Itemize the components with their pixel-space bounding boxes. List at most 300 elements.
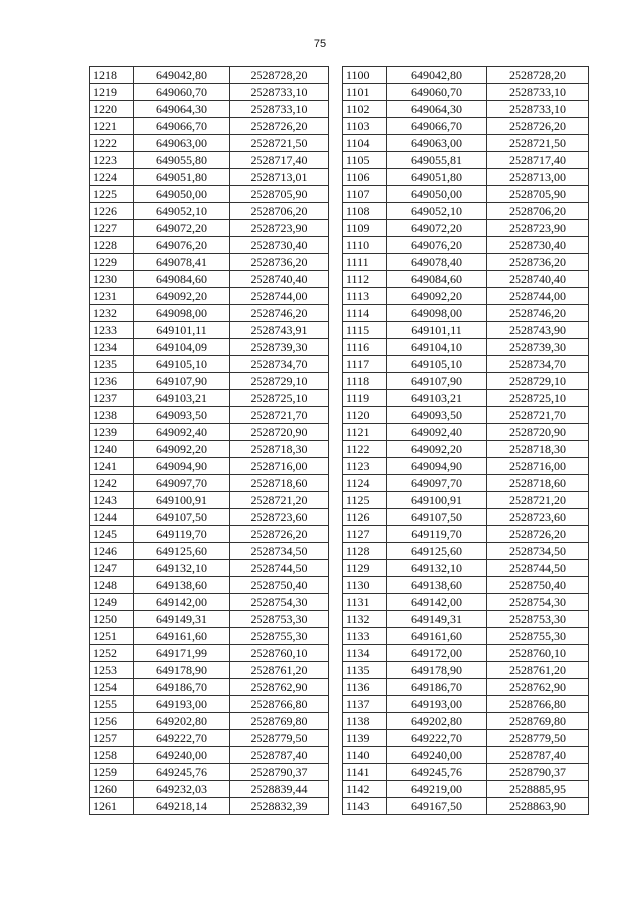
x-coordinate-cell: 649055,80	[134, 152, 230, 169]
x-coordinate-cell: 649072,20	[134, 220, 230, 237]
point-number-cell: 1137	[343, 696, 387, 713]
table-row	[343, 101, 589, 118]
y-coordinate-cell: 2528718,30	[487, 441, 589, 458]
y-coordinate-cell: 2528760,10	[230, 645, 329, 662]
point-number-cell: 1222	[90, 135, 134, 152]
table-row	[90, 305, 329, 322]
x-coordinate-cell: 649202,80	[134, 713, 230, 730]
point-number-cell: 1259	[90, 764, 134, 781]
point-number-cell: 1257	[90, 730, 134, 747]
x-coordinate-cell: 649051,80	[387, 169, 487, 186]
x-coordinate-cell: 649097,70	[134, 475, 230, 492]
table-row	[90, 390, 329, 407]
table-row	[90, 798, 329, 815]
x-coordinate-cell: 649092,40	[387, 424, 487, 441]
point-number-cell: 1116	[343, 339, 387, 356]
x-coordinate-cell: 649063,00	[387, 135, 487, 152]
point-number-cell: 1232	[90, 305, 134, 322]
point-number-cell: 1245	[90, 526, 134, 543]
point-number-cell: 1228	[90, 237, 134, 254]
y-coordinate-cell: 2528734,70	[487, 356, 589, 373]
y-coordinate-cell: 2528721,20	[230, 492, 329, 509]
table-row	[343, 798, 589, 815]
table-row	[343, 390, 589, 407]
table-row	[343, 169, 589, 186]
point-number-cell: 1224	[90, 169, 134, 186]
y-coordinate-cell: 2528740,40	[487, 271, 589, 288]
y-coordinate-cell: 2528718,30	[230, 441, 329, 458]
x-coordinate-cell: 649094,90	[134, 458, 230, 475]
point-number-cell: 1226	[90, 203, 134, 220]
x-coordinate-cell: 649092,20	[387, 288, 487, 305]
table-row	[90, 407, 329, 424]
y-coordinate-cell: 2528761,20	[230, 662, 329, 679]
x-coordinate-cell: 649093,50	[387, 407, 487, 424]
x-coordinate-cell: 649103,21	[387, 390, 487, 407]
x-coordinate-cell: 649060,70	[387, 84, 487, 101]
table-row	[90, 492, 329, 509]
table-row	[90, 254, 329, 271]
y-coordinate-cell: 2528725,10	[487, 390, 589, 407]
table-row	[343, 118, 589, 135]
y-coordinate-cell: 2528750,40	[230, 577, 329, 594]
y-coordinate-cell: 2528726,20	[487, 118, 589, 135]
point-number-cell: 1229	[90, 254, 134, 271]
table-row	[90, 237, 329, 254]
table-row	[343, 611, 589, 628]
x-coordinate-cell: 649240,00	[134, 747, 230, 764]
x-coordinate-cell: 649078,40	[387, 254, 487, 271]
table-row	[343, 577, 589, 594]
x-coordinate-cell: 649178,90	[134, 662, 230, 679]
table-row	[343, 67, 589, 84]
y-coordinate-cell: 2528743,91	[230, 322, 329, 339]
y-coordinate-cell: 2528721,50	[230, 135, 329, 152]
x-coordinate-cell: 649094,90	[387, 458, 487, 475]
table-row	[343, 475, 589, 492]
table-row	[90, 577, 329, 594]
table-row	[90, 764, 329, 781]
x-coordinate-cell: 649098,00	[387, 305, 487, 322]
x-coordinate-cell: 649119,70	[134, 526, 230, 543]
y-coordinate-cell: 2528762,90	[487, 679, 589, 696]
y-coordinate-cell: 2528761,20	[487, 662, 589, 679]
point-number-cell: 1235	[90, 356, 134, 373]
table-row	[343, 135, 589, 152]
x-coordinate-cell: 649104,09	[134, 339, 230, 356]
y-coordinate-cell: 2528787,40	[487, 747, 589, 764]
y-coordinate-cell: 2528726,20	[230, 526, 329, 543]
table-row	[343, 407, 589, 424]
point-number-cell: 1250	[90, 611, 134, 628]
point-number-cell: 1104	[343, 135, 387, 152]
y-coordinate-cell: 2528779,50	[487, 730, 589, 747]
x-coordinate-cell: 649064,30	[387, 101, 487, 118]
y-coordinate-cell: 2528746,20	[230, 305, 329, 322]
point-number-cell: 1127	[343, 526, 387, 543]
x-coordinate-cell: 649064,30	[134, 101, 230, 118]
y-coordinate-cell: 2528744,00	[230, 288, 329, 305]
x-coordinate-cell: 649066,70	[387, 118, 487, 135]
x-coordinate-cell: 649052,10	[134, 203, 230, 220]
point-number-cell: 1241	[90, 458, 134, 475]
point-number-cell: 1261	[90, 798, 134, 815]
table-row	[343, 271, 589, 288]
table-row	[343, 679, 589, 696]
table-row	[90, 84, 329, 101]
point-number-cell: 1126	[343, 509, 387, 526]
coordinates-table-right	[342, 66, 589, 815]
coordinates-table-left	[89, 66, 329, 815]
table-row	[90, 339, 329, 356]
y-coordinate-cell: 2528734,50	[230, 543, 329, 560]
y-coordinate-cell: 2528769,80	[230, 713, 329, 730]
x-coordinate-cell: 649245,76	[134, 764, 230, 781]
x-coordinate-cell: 649161,60	[387, 628, 487, 645]
table-row	[90, 645, 329, 662]
x-coordinate-cell: 649219,00	[387, 781, 487, 798]
y-coordinate-cell: 2528717,40	[487, 152, 589, 169]
point-number-cell: 1106	[343, 169, 387, 186]
point-number-cell: 1105	[343, 152, 387, 169]
point-number-cell: 1122	[343, 441, 387, 458]
y-coordinate-cell: 2528705,90	[230, 186, 329, 203]
point-number-cell: 1231	[90, 288, 134, 305]
x-coordinate-cell: 649072,20	[387, 220, 487, 237]
y-coordinate-cell: 2528790,37	[230, 764, 329, 781]
point-number-cell: 1132	[343, 611, 387, 628]
x-coordinate-cell: 649125,60	[134, 543, 230, 560]
table-row	[343, 254, 589, 271]
point-number-cell: 1130	[343, 577, 387, 594]
table-row	[90, 288, 329, 305]
y-coordinate-cell: 2528739,30	[230, 339, 329, 356]
x-coordinate-cell: 649092,20	[134, 441, 230, 458]
x-coordinate-cell: 649107,90	[134, 373, 230, 390]
point-number-cell: 1135	[343, 662, 387, 679]
point-number-cell: 1113	[343, 288, 387, 305]
x-coordinate-cell: 649105,10	[387, 356, 487, 373]
x-coordinate-cell: 649232,03	[134, 781, 230, 798]
x-coordinate-cell: 649052,10	[387, 203, 487, 220]
table-row	[343, 560, 589, 577]
point-number-cell: 1119	[343, 390, 387, 407]
point-number-cell: 1118	[343, 373, 387, 390]
table-row	[90, 118, 329, 135]
y-coordinate-cell: 2528754,30	[487, 594, 589, 611]
x-coordinate-cell: 649132,10	[387, 560, 487, 577]
y-coordinate-cell: 2528716,00	[487, 458, 589, 475]
y-coordinate-cell: 2528734,50	[487, 543, 589, 560]
y-coordinate-cell: 2528720,90	[230, 424, 329, 441]
point-number-cell: 1128	[343, 543, 387, 560]
x-coordinate-cell: 649178,90	[387, 662, 487, 679]
y-coordinate-cell: 2528734,70	[230, 356, 329, 373]
point-number-cell: 1223	[90, 152, 134, 169]
y-coordinate-cell: 2528744,50	[487, 560, 589, 577]
point-number-cell: 1248	[90, 577, 134, 594]
x-coordinate-cell: 649193,00	[387, 696, 487, 713]
point-number-cell: 1131	[343, 594, 387, 611]
y-coordinate-cell: 2528744,50	[230, 560, 329, 577]
table-row	[90, 135, 329, 152]
table-row	[90, 662, 329, 679]
table-row	[343, 220, 589, 237]
x-coordinate-cell: 649107,50	[387, 509, 487, 526]
y-coordinate-cell: 2528721,70	[487, 407, 589, 424]
table-row	[90, 543, 329, 560]
y-coordinate-cell: 2528733,10	[230, 101, 329, 118]
y-coordinate-cell: 2528718,60	[230, 475, 329, 492]
table-row	[343, 696, 589, 713]
y-coordinate-cell: 2528725,10	[230, 390, 329, 407]
table-row	[343, 645, 589, 662]
point-number-cell: 1134	[343, 645, 387, 662]
point-number-cell: 1247	[90, 560, 134, 577]
x-coordinate-cell: 649104,10	[387, 339, 487, 356]
point-number-cell: 1140	[343, 747, 387, 764]
point-number-cell: 1260	[90, 781, 134, 798]
x-coordinate-cell: 649042,80	[134, 67, 230, 84]
y-coordinate-cell: 2528739,30	[487, 339, 589, 356]
x-coordinate-cell: 649222,70	[134, 730, 230, 747]
point-number-cell: 1114	[343, 305, 387, 322]
table-row	[343, 441, 589, 458]
y-coordinate-cell: 2528755,30	[487, 628, 589, 645]
table-row	[90, 186, 329, 203]
y-coordinate-cell: 2528863,90	[487, 798, 589, 815]
x-coordinate-cell: 649161,60	[134, 628, 230, 645]
table-row	[90, 441, 329, 458]
point-number-cell: 1136	[343, 679, 387, 696]
y-coordinate-cell: 2528787,40	[230, 747, 329, 764]
table-row	[343, 186, 589, 203]
x-coordinate-cell: 649092,40	[134, 424, 230, 441]
x-coordinate-cell: 649132,10	[134, 560, 230, 577]
point-number-cell: 1220	[90, 101, 134, 118]
x-coordinate-cell: 649101,11	[387, 322, 487, 339]
point-number-cell: 1108	[343, 203, 387, 220]
x-coordinate-cell: 649107,90	[387, 373, 487, 390]
x-coordinate-cell: 649149,31	[387, 611, 487, 628]
y-coordinate-cell: 2528705,90	[487, 186, 589, 203]
x-coordinate-cell: 649103,21	[134, 390, 230, 407]
point-number-cell: 1242	[90, 475, 134, 492]
point-number-cell: 1236	[90, 373, 134, 390]
point-number-cell: 1225	[90, 186, 134, 203]
point-number-cell: 1103	[343, 118, 387, 135]
x-coordinate-cell: 649245,76	[387, 764, 487, 781]
table-row	[343, 424, 589, 441]
table-row	[90, 356, 329, 373]
table-row	[90, 713, 329, 730]
y-coordinate-cell: 2528733,10	[230, 84, 329, 101]
y-coordinate-cell: 2528730,40	[487, 237, 589, 254]
table-row	[343, 662, 589, 679]
point-number-cell: 1251	[90, 628, 134, 645]
x-coordinate-cell: 649093,50	[134, 407, 230, 424]
x-coordinate-cell: 649171,99	[134, 645, 230, 662]
table-row	[90, 526, 329, 543]
x-coordinate-cell: 649092,20	[134, 288, 230, 305]
y-coordinate-cell: 2528766,80	[487, 696, 589, 713]
table-row	[343, 203, 589, 220]
table-row	[90, 152, 329, 169]
table-row	[343, 322, 589, 339]
table-row	[343, 509, 589, 526]
x-coordinate-cell: 649076,20	[387, 237, 487, 254]
y-coordinate-cell: 2528754,30	[230, 594, 329, 611]
y-coordinate-cell: 2528790,37	[487, 764, 589, 781]
table-row	[90, 747, 329, 764]
point-number-cell: 1252	[90, 645, 134, 662]
x-coordinate-cell: 649142,00	[387, 594, 487, 611]
table-row	[90, 560, 329, 577]
page-number: 75	[313, 38, 327, 50]
point-number-cell: 1249	[90, 594, 134, 611]
x-coordinate-cell: 649084,60	[134, 271, 230, 288]
x-coordinate-cell: 649186,70	[134, 679, 230, 696]
y-coordinate-cell: 2528832,39	[230, 798, 329, 815]
point-number-cell: 1239	[90, 424, 134, 441]
table-row	[343, 458, 589, 475]
table-row	[343, 84, 589, 101]
table-row	[90, 271, 329, 288]
x-coordinate-cell: 649125,60	[387, 543, 487, 560]
table-row	[90, 373, 329, 390]
x-coordinate-cell: 649101,11	[134, 322, 230, 339]
x-coordinate-cell: 649084,60	[387, 271, 487, 288]
table-row	[343, 713, 589, 730]
point-number-cell: 1141	[343, 764, 387, 781]
point-number-cell: 1233	[90, 322, 134, 339]
point-number-cell: 1120	[343, 407, 387, 424]
y-coordinate-cell: 2528746,20	[487, 305, 589, 322]
y-coordinate-cell: 2528729,10	[487, 373, 589, 390]
x-coordinate-cell: 649149,31	[134, 611, 230, 628]
point-number-cell: 1101	[343, 84, 387, 101]
x-coordinate-cell: 649076,20	[134, 237, 230, 254]
table-row	[343, 543, 589, 560]
y-coordinate-cell: 2528706,20	[487, 203, 589, 220]
x-coordinate-cell: 649078,41	[134, 254, 230, 271]
y-coordinate-cell: 2528726,20	[230, 118, 329, 135]
x-coordinate-cell: 649222,70	[387, 730, 487, 747]
y-coordinate-cell: 2528713,01	[230, 169, 329, 186]
y-coordinate-cell: 2528728,20	[230, 67, 329, 84]
point-number-cell: 1240	[90, 441, 134, 458]
y-coordinate-cell: 2528760,10	[487, 645, 589, 662]
table-row	[343, 764, 589, 781]
table-row	[90, 781, 329, 798]
x-coordinate-cell: 649066,70	[134, 118, 230, 135]
y-coordinate-cell: 2528717,40	[230, 152, 329, 169]
point-number-cell: 1256	[90, 713, 134, 730]
y-coordinate-cell: 2528716,00	[230, 458, 329, 475]
point-number-cell: 1110	[343, 237, 387, 254]
y-coordinate-cell: 2528743,90	[487, 322, 589, 339]
x-coordinate-cell: 649098,00	[134, 305, 230, 322]
point-number-cell: 1143	[343, 798, 387, 815]
point-number-cell: 1125	[343, 492, 387, 509]
table-row	[90, 679, 329, 696]
y-coordinate-cell: 2528721,20	[487, 492, 589, 509]
point-number-cell: 1243	[90, 492, 134, 509]
x-coordinate-cell: 649193,00	[134, 696, 230, 713]
y-coordinate-cell: 2528744,00	[487, 288, 589, 305]
table-row	[90, 730, 329, 747]
point-number-cell: 1253	[90, 662, 134, 679]
point-number-cell: 1254	[90, 679, 134, 696]
point-number-cell: 1107	[343, 186, 387, 203]
y-coordinate-cell: 2528721,50	[487, 135, 589, 152]
y-coordinate-cell: 2528730,40	[230, 237, 329, 254]
x-coordinate-cell: 649055,81	[387, 152, 487, 169]
table-row	[90, 169, 329, 186]
y-coordinate-cell: 2528769,80	[487, 713, 589, 730]
y-coordinate-cell: 2528723,90	[230, 220, 329, 237]
y-coordinate-cell: 2528755,30	[230, 628, 329, 645]
table-row	[343, 492, 589, 509]
point-number-cell: 1121	[343, 424, 387, 441]
y-coordinate-cell: 2528736,20	[487, 254, 589, 271]
table-row	[343, 594, 589, 611]
y-coordinate-cell: 2528720,90	[487, 424, 589, 441]
point-number-cell: 1227	[90, 220, 134, 237]
table-row	[90, 101, 329, 118]
x-coordinate-cell: 649063,00	[134, 135, 230, 152]
table-row	[90, 220, 329, 237]
x-coordinate-cell: 649092,20	[387, 441, 487, 458]
table-row	[90, 475, 329, 492]
table-row	[90, 594, 329, 611]
point-number-cell: 1237	[90, 390, 134, 407]
y-coordinate-cell: 2528723,90	[487, 220, 589, 237]
y-coordinate-cell: 2528728,20	[487, 67, 589, 84]
table-row	[343, 305, 589, 322]
table-row	[343, 288, 589, 305]
point-number-cell: 1258	[90, 747, 134, 764]
point-number-cell: 1102	[343, 101, 387, 118]
y-coordinate-cell: 2528885,95	[487, 781, 589, 798]
x-coordinate-cell: 649202,80	[387, 713, 487, 730]
x-coordinate-cell: 649138,60	[134, 577, 230, 594]
point-number-cell: 1124	[343, 475, 387, 492]
x-coordinate-cell: 649050,00	[134, 186, 230, 203]
x-coordinate-cell: 649119,70	[387, 526, 487, 543]
y-coordinate-cell: 2528721,70	[230, 407, 329, 424]
table-row	[343, 339, 589, 356]
x-coordinate-cell: 649218,14	[134, 798, 230, 815]
y-coordinate-cell: 2528762,90	[230, 679, 329, 696]
point-number-cell: 1112	[343, 271, 387, 288]
y-coordinate-cell: 2528766,80	[230, 696, 329, 713]
point-number-cell: 1238	[90, 407, 134, 424]
y-coordinate-cell: 2528713,00	[487, 169, 589, 186]
y-coordinate-cell: 2528706,20	[230, 203, 329, 220]
table-row	[90, 696, 329, 713]
table-row	[343, 237, 589, 254]
y-coordinate-cell: 2528723,60	[487, 509, 589, 526]
point-number-cell: 1142	[343, 781, 387, 798]
x-coordinate-cell: 649172,00	[387, 645, 487, 662]
y-coordinate-cell: 2528723,60	[230, 509, 329, 526]
y-coordinate-cell: 2528839,44	[230, 781, 329, 798]
table-row	[90, 322, 329, 339]
y-coordinate-cell: 2528726,20	[487, 526, 589, 543]
y-coordinate-cell: 2528753,30	[487, 611, 589, 628]
point-number-cell: 1133	[343, 628, 387, 645]
